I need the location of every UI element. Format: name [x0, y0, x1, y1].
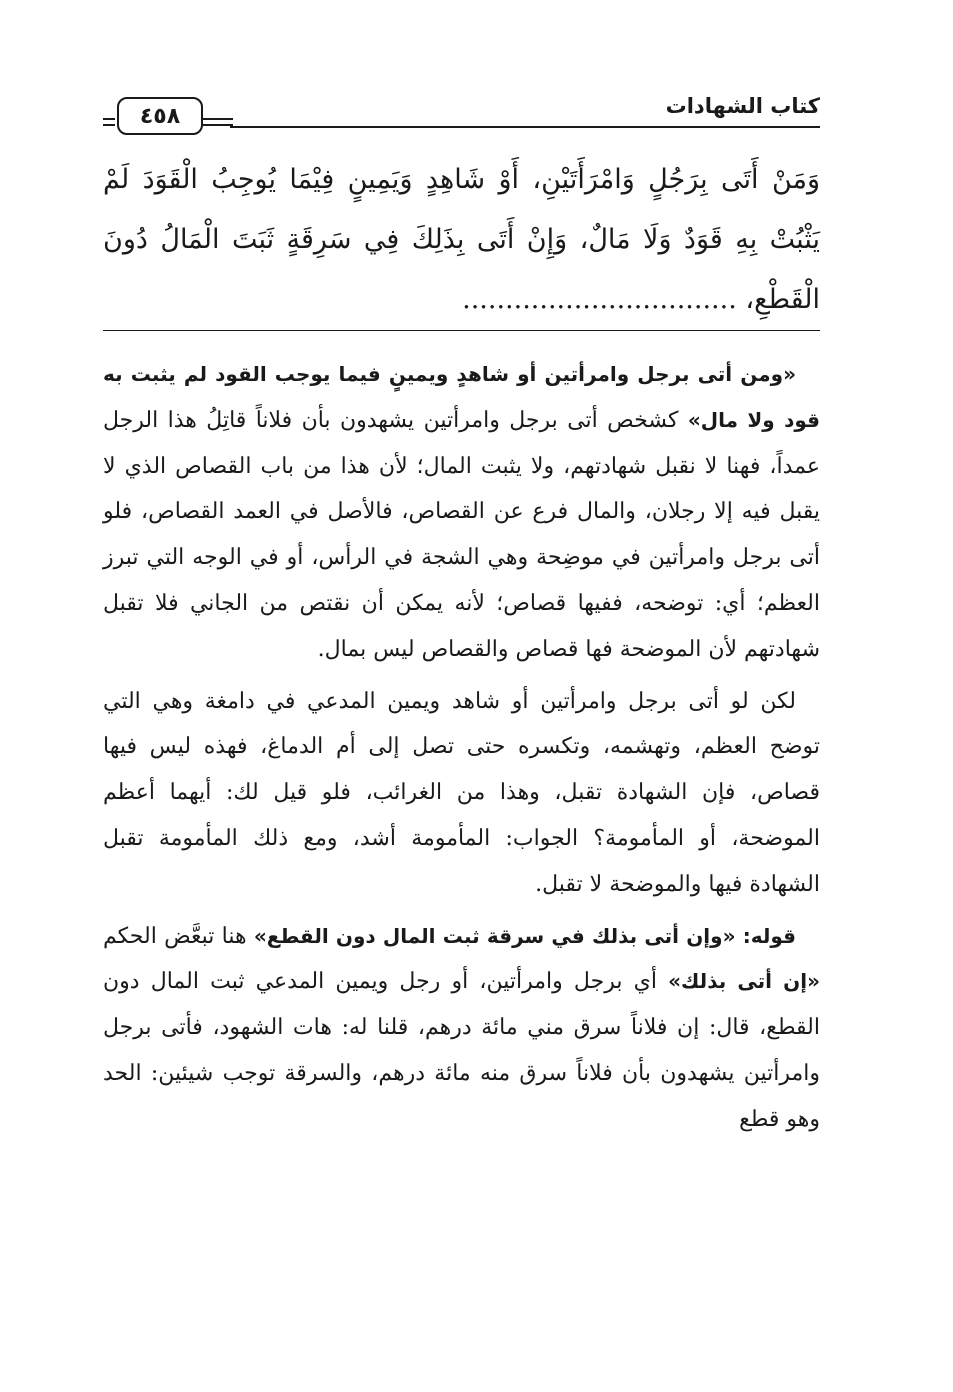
header-rule	[230, 126, 820, 128]
qawluhu-label: قوله:	[742, 923, 796, 948]
paragraph-text: أي برجل وامرأتين، أو رجل ويمين المدعي ثبت المال دون القطع، قال: إن فلاناً سرق مني مائة درهم، قلنا له: هات الشهود، فأتى برجل وامرأتين يشهدون بأن فلاناً سرق منه مائة درهم، والسرقة توجب شيئين: الحد وهو قطع	[103, 969, 820, 1132]
matn-text	[103, 150, 820, 330]
matn-separator	[103, 330, 820, 331]
commentary-paragraph-2	[103, 679, 820, 908]
paragraph-text: لكن لو أتى برجل وامرأتين أو شاهد ويمين المدعي في دامغة وهي التي توضح العظم، وتهشمه، وتكسره حتى تصل إلى أم الدماغ، فهذه ليس فيها قصاص، فإن الشهادة تقبل، وهذا من الغرائب، فلو قيل لك: أيهما أعظم الموضحة، أو المأمومة؟ الجواب: المأمومة أشد، ومع ذلك المأمومة تقبل الشهادة فيها والموضحة لا تقبل.	[103, 688, 821, 897]
quoted-matn: «ومن أتى برجل وامرأتين أو شاهدٍ ويمينٍ فيما يوجب القود لم يثبت به قود ولا مال»	[103, 362, 820, 432]
paragraph-text: كشخص أتى برجل وامرأتين يشهدون بأن فلاناً قاتِلُ هذا الرجل عمداً، فهنا لا نقبل شهادتهم، ولا يثبت المال؛ لأن هذا من باب القصاص الذي لا يقبل فيه إلا رجلان، والمال فرع عن القصاص، فالأصل في العمد القصاص، فلو أتى برجل وامرأتين في موضِحة وهي الشجة في الرأس، أو في الوجه التي تبرز العظم؛ أي: توضحه، ففيها قصاص؛ لأنه يمكن أن نقتص من الجاني فلا تقبل شهادتهم لأن الموضحة فها قصاص والقصاص ليس بمال.	[103, 407, 820, 662]
commentary-paragraph-3	[103, 914, 820, 1143]
quoted-matn: «وإن أتى بذلك في سرقة ثبت المال دون القطع»	[253, 923, 743, 948]
matn-body: وَمَنْ أَتَى بِرَجُلٍ وَامْرَأَتَيْنِ، أَوْ شَاهِدٍ وَيَمِينٍ فِيْمَا يُوجِبُ الْقَوَدَ لَمْ يَثْبُتْ بِهِ قَوَدٌ وَلَا مَالٌ، وَإِنْ أَتَى بِذَلِكَ فِي سَرِقَةٍ ثَبَتَ الْمَالُ دُونَ الْقَطْعِ،	[103, 164, 820, 315]
quoted-phrase: «إن أتى بذلك»	[668, 969, 820, 994]
page-number: ٤٥٨	[117, 97, 203, 135]
matn-dots: ................................	[462, 284, 737, 315]
book-section-title: كتاب الشهادات	[665, 94, 820, 118]
commentary-paragraph-1	[103, 352, 820, 673]
commentary	[103, 352, 820, 1143]
page-header	[103, 90, 820, 134]
paragraph-text: هنا تبعَّض الحكم	[103, 923, 254, 949]
